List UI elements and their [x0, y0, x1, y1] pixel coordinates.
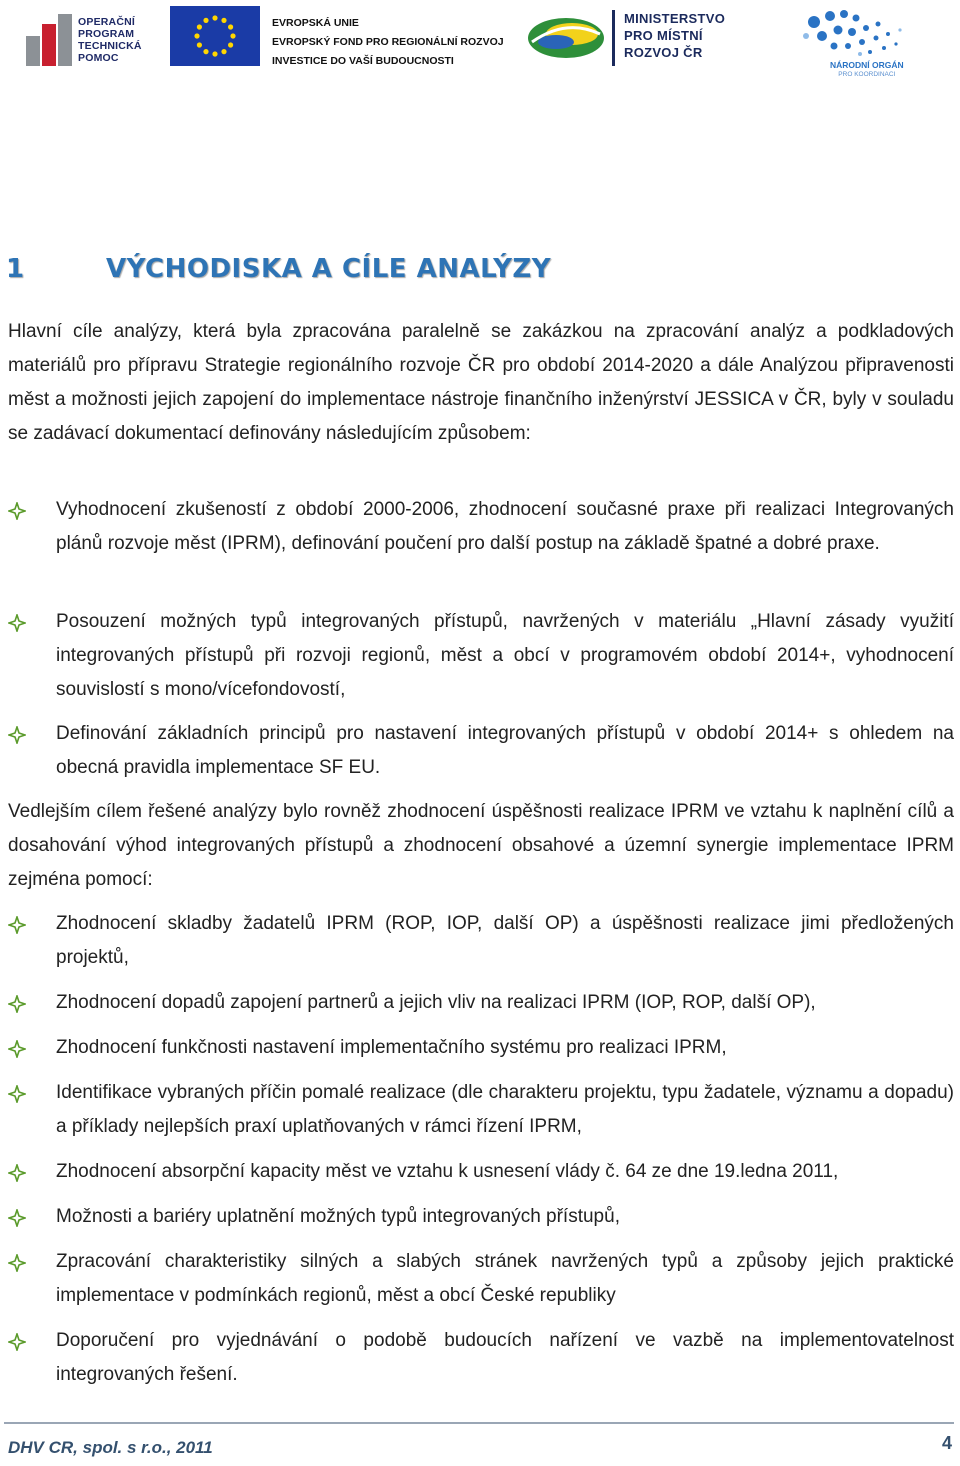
- list-item-text: Identifikace vybraných příčin pomalé realizace (dle charakteru projektu, typu žadatele, významu a dopadu) a příklady nejlepších praxí uplatňovaných v rámci řízení IPRM,: [56, 1082, 954, 1137]
- nok-logo: [800, 6, 920, 86]
- list-item: [8, 1031, 954, 1065]
- mmr-line: ROZVOJ ČR: [624, 45, 703, 60]
- list-item: [8, 1324, 954, 1392]
- list-item-text: Vyhodnocení zkušeností z období 2000-2006, zhodnocení současné praxe při realizaci Integrovaných plánů rozvoje měst (IPRM), definování poučení pro další postup na základě špatné a dobré praxe.: [56, 499, 954, 554]
- chapter-number: 1: [6, 254, 25, 284]
- nok-line: PRO KOORDINACI: [838, 71, 896, 78]
- footer-divider: [4, 1422, 954, 1424]
- diamond-bullet-icon: [8, 726, 26, 744]
- list-item: [8, 907, 954, 975]
- list-item: [8, 717, 954, 785]
- list-item: [8, 1076, 954, 1144]
- diamond-bullet-icon: [8, 1164, 26, 1182]
- list-item: [8, 605, 954, 707]
- mmr-mark-icon: [526, 12, 606, 62]
- chapter-title: VÝCHODISKA A CÍLE ANALÝZY: [106, 254, 552, 284]
- nok-line: NÁRODNÍ ORGÁN: [830, 60, 904, 70]
- nok-logo-text: [830, 60, 904, 80]
- mmr-logo: [526, 8, 746, 68]
- list-item: [8, 493, 954, 561]
- list-item-text: Možnosti a bariéry uplatnění možných typů integrovaných přístupů,: [56, 1206, 620, 1227]
- eu-flag-icon: [170, 6, 260, 66]
- footer-company: DHV CR, spol. s r.o., 2011: [8, 1438, 213, 1457]
- list-item: [8, 986, 954, 1020]
- optp-line: POMOC: [78, 52, 119, 64]
- list-item: [8, 1245, 954, 1313]
- mmr-line: PRO MÍSTNÍ: [624, 28, 703, 43]
- optp-logo-text: [78, 16, 142, 64]
- list-item-text: Definování základních principů pro nastavení integrovaných přístupů v období 2014+ s ohledem na obecná pravidla implementace SF EU.: [56, 723, 954, 778]
- diamond-bullet-icon: [8, 1254, 26, 1272]
- optp-line: TECHNICKÁ: [78, 40, 142, 52]
- eu-logo: [170, 6, 504, 67]
- mmr-logo-text: [624, 10, 725, 61]
- list-item-text: Zhodnocení dopadů zapojení partnerů a jejich vliv na realizaci IPRM (IOP, ROP, další OP),: [56, 992, 816, 1013]
- eu-line: INVESTICE DO VAŠÍ BUDOUCNOSTI: [272, 55, 454, 67]
- list-item-text: Zhodnocení absorpční kapacity měst ve vztahu k usnesení vlády č. 64 ze dne 19.ledna 2011,: [56, 1161, 839, 1182]
- list-item-text: Zhodnocení skladby žadatelů IPRM (ROP, IOP, další OP) a úspěšnosti realizace jimi předložených projektů,: [56, 913, 954, 968]
- list-item: [8, 1155, 954, 1189]
- mmr-line: MINISTERSTVO: [624, 11, 726, 26]
- list-item-text: Posouzení možných typů integrovaných přístupů, navržených v materiálu „Hlavní zásady využití integrovaných přístupů při rozvoji regionů, měst a obcí v programovém období 2014+, vyhodnocení souvislostí s mono/vícefondovostí,: [56, 611, 954, 700]
- diamond-bullet-icon: [8, 1209, 26, 1227]
- header-logos: [0, 0, 960, 90]
- optp-logo: [26, 6, 156, 66]
- list-item-text: Zpracování charakteristiky silných a slabých stránek navržených typů a způsoby jejich praktické implementace v podmínkách regionů, měst a obcí České republiky: [56, 1251, 954, 1306]
- diamond-bullet-icon: [8, 502, 26, 520]
- eu-logo-text: [272, 14, 504, 71]
- eu-line: EVROPSKÁ UNIE: [272, 17, 359, 29]
- mmr-separator: [612, 10, 615, 66]
- diamond-bullet-icon: [8, 1333, 26, 1351]
- diamond-bullet-icon: [8, 1085, 26, 1103]
- diamond-bullet-icon: [8, 1040, 26, 1058]
- optp-line: PROGRAM: [78, 28, 135, 40]
- optp-bars-icon: [26, 14, 74, 66]
- list-item-text: Doporučení pro vyjednávání o podobě budoucích nařízení ve vazbě na implementovatelnost integrovaných řešení.: [56, 1330, 954, 1385]
- eu-line: EVROPSKÝ FOND PRO REGIONÁLNÍ ROZVOJ: [272, 36, 504, 48]
- list-item: [8, 1200, 954, 1234]
- optp-line: OPERAČNÍ: [78, 16, 136, 28]
- intro-paragraph: Hlavní cíle analýzy, která byla zpracována paralelně se zakázkou na zpracování analýz a podkladových materiálů pro přípravu Strategie regionálního rozvoje ČR pro období 2014-2020 a dále Analýzou připravenosti měst a možnosti jejich zapojení do implementace nástroje finančního inženýrství JESSICA v ČR, byly v souladu se zadávací dokumentací definovány následujícím způsobem:: [8, 321, 954, 444]
- diamond-bullet-icon: [8, 995, 26, 1013]
- diamond-bullet-icon: [8, 916, 26, 934]
- diamond-bullet-icon: [8, 614, 26, 632]
- list-item-text: Zhodnocení funkčnosti nastavení implementačního systému pro realizaci IPRM,: [56, 1037, 727, 1058]
- nok-dots-icon: [800, 6, 920, 62]
- page-number: 4: [941, 1433, 952, 1453]
- secondary-paragraph: Vedlejším cílem řešené analýzy bylo rovněž zhodnocení úspěšnosti realizace IPRM ve vztahu k naplnění cílů a dosahování výhod integrovaných přístupů a zhodnocení obsahové a územní synergie implementace IPRM zejména pomocí:: [8, 801, 954, 890]
